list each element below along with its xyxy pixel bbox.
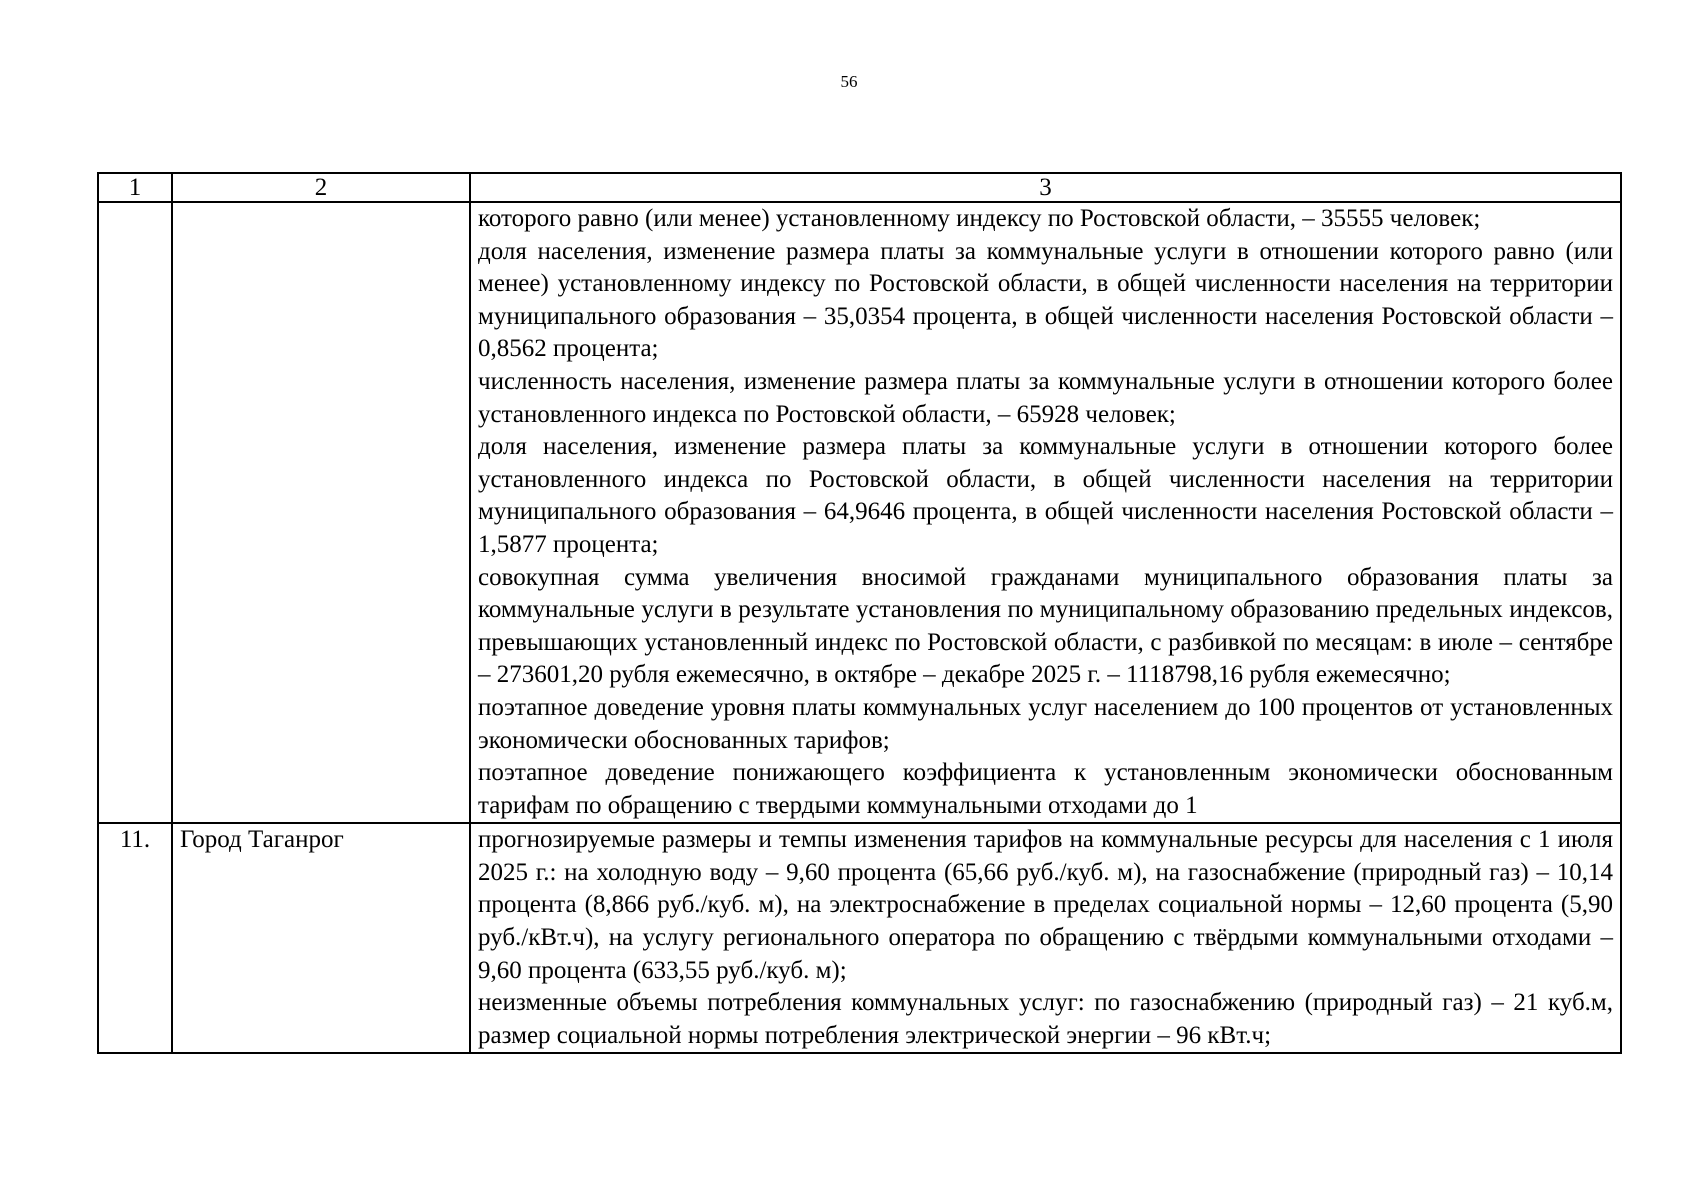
description-cell bbox=[470, 202, 1621, 823]
municipality-cell bbox=[172, 202, 470, 823]
paragraph: доля населения, изменение размера платы за коммунальные услуги в отношении которого более установленного индекса по Ростовской области, в общей численности населения на территории муниципального образования – 64,9646 процента, в общей численности населения Ростовской области – 1,5877 процента; bbox=[478, 433, 1613, 558]
paragraph: доля населения, изменение размера платы за коммунальные услуги в отношении которого равно (или менее) установленному индексу по Ростовской области, в общей численности населения на территории муниципального образования – 35,0354 процента, в общей численности населения Ростовской области – 0,8562 процента; bbox=[478, 237, 1613, 363]
header-cell-2: 2 bbox=[172, 173, 470, 202]
description-cell bbox=[470, 823, 1621, 1053]
header-cell-3: 3 bbox=[470, 173, 1621, 202]
paragraph: численность населения, изменение размера платы за коммунальные услуги в отношении которого более установленного индекса по Ростовской области, – 65928 человек; bbox=[478, 367, 1613, 428]
paragraph: поэтапное доведение уровня платы коммунальных услуг населением до 100 процентов от установленных экономически обоснованных тарифов; bbox=[478, 693, 1613, 754]
municipality-cell: Город Таганрог bbox=[172, 823, 470, 1053]
paragraph: поэтапное доведение понижающего коэффициента к установленным экономически обоснованным тарифам по обращению с твердыми коммунальными отходами до 1 bbox=[478, 759, 1613, 819]
table-row bbox=[98, 202, 1621, 823]
paragraph: неизменные объемы потребления коммунальных услуг: по газоснабжению (природный газ) – 21 куб.м, размер социальной нормы потребления электрической энергии – 96 кВт.ч; bbox=[478, 989, 1613, 1049]
row-number-cell bbox=[98, 202, 172, 823]
document-table bbox=[97, 172, 1622, 1054]
paragraph: которого равно (или менее) установленному индексу по Ростовской области, – 35555 человек; bbox=[478, 205, 1481, 232]
paragraph: прогнозируемые размеры и темпы изменения тарифов на коммунальные ресурсы для населения с 1 июля 2025 г.: на холодную воду – 9,60 процента (65,66 руб./куб. м), на газоснабжение (природный газ) – 10,14 процента (8,866 руб./куб. м), на электроснабжение в пределах социальной нормы – 12,60 процента (5,90 руб./кВт.ч), на услугу регионального оператора по обращению с твёрдыми коммунальными отходами – 9,60 процента (633,55 руб./куб. м); bbox=[478, 826, 1613, 984]
row-number-cell: 11. bbox=[98, 823, 172, 1053]
header-cell-1: 1 bbox=[98, 173, 172, 202]
page-number: 56 bbox=[840, 72, 858, 91]
paragraph: совокупная сумма увеличения вносимой гражданами муниципального образования платы за коммунальные услуги в результате установления по муниципальному образованию предельных индексов, превышающих установленный индекс по Ростовской области, с разбивкой по месяцам: в июле – сентябре – 273601,20 рубля ежемесячно, в октябре – декабре 2025 г. – 1118798,16 рубля ежемесячно; bbox=[478, 563, 1613, 689]
table-header-row bbox=[98, 173, 1621, 202]
table-row bbox=[98, 823, 1621, 1053]
